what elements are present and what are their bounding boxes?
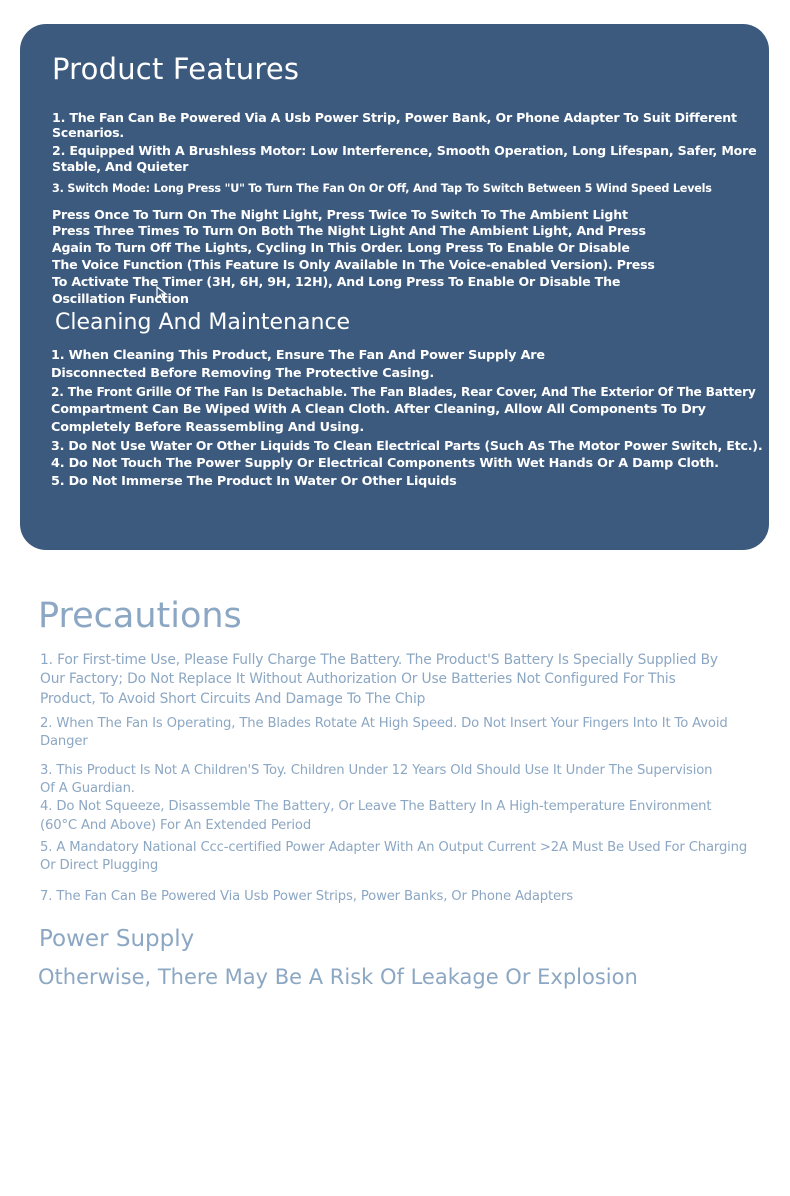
- cleaning-line: Compartment Can Be Wiped With A Clean Cloth. After Cleaning, Allow All Components To Dry: [51, 402, 706, 417]
- cleaning-line: 4. Do Not Touch The Power Supply Or Electrical Components With Wet Hands Or A Damp Cloth.: [51, 456, 719, 471]
- feature-line: 1. The Fan Can Be Powered Via A Usb Power Strip, Power Bank, Or Phone Adapter To Suit Different: [52, 110, 737, 125]
- feature-line: Oscillation Function: [52, 291, 189, 306]
- precaution-line: (60°C And Above) For An Extended Period: [40, 818, 312, 833]
- cleaning-line: Completely Before Reassembling And Using.: [51, 420, 364, 435]
- feature-line: The Voice Function (This Feature Is Only Available In The Voice-enabled Version). Press: [52, 257, 655, 272]
- precaution-line: 4. Do Not Squeeze, Disassemble The Battery, Or Leave The Battery In A High-temperature Environment: [40, 799, 712, 814]
- cursor-icon: [154, 285, 170, 301]
- precaution-line: 2. When The Fan Is Operating, The Blades Rotate At High Speed. Do Not Insert Your Fingers Into It To Avoid: [40, 716, 728, 731]
- feature-line: Stable, And Quieter: [52, 159, 189, 174]
- cleaning-line: 3. Do Not Use Water Or Other Liquids To Clean Electrical Parts (Such As The Motor Power Switch, Etc.).: [51, 438, 763, 453]
- feature-line: 2. Equipped With A Brushless Motor: Low Interference, Smooth Operation, Long Lifespan, Safer, More: [52, 143, 757, 158]
- feature-line: To Activate The Timer (3H, 6H, 9H, 12H), And Long Press To Enable Or Disable The: [52, 274, 621, 289]
- precautions-title: Precautions: [38, 596, 242, 636]
- precaution-line: Or Direct Plugging: [40, 858, 159, 873]
- cleaning-line: 2. The Front Grille Of The Fan Is Detachable. The Fan Blades, Rear Cover, And The Exterior Of The Battery: [51, 385, 756, 399]
- power-supply-note: Otherwise, There May Be A Risk Of Leakage Or Explosion: [38, 965, 638, 989]
- precaution-line: Danger: [40, 734, 88, 749]
- cleaning-line: Disconnected Before Removing The Protective Casing.: [51, 366, 435, 381]
- precaution-line: 3. This Product Is Not A Children'S Toy. Children Under 12 Years Old Should Use It Under The Supervision: [40, 763, 713, 778]
- precaution-line: 5. A Mandatory National Ccc-certified Power Adapter With An Output Current >2A Must Be Used For Charging: [40, 840, 748, 855]
- product-features-title: Product Features: [52, 52, 300, 86]
- precaution-line: Our Factory; Do Not Replace It Without Authorization Or Use Batteries Not Configured For This: [40, 671, 676, 687]
- precaution-line: Of A Guardian.: [40, 781, 135, 796]
- cleaning-line: 5. Do Not Immerse The Product In Water Or Other Liquids: [51, 474, 457, 489]
- precaution-line: 7. The Fan Can Be Powered Via Usb Power Strips, Power Banks, Or Phone Adapters: [40, 889, 573, 904]
- cleaning-line: 1. When Cleaning This Product, Ensure The Fan And Power Supply Are: [51, 348, 545, 363]
- cleaning-title: Cleaning And Maintenance: [55, 310, 351, 335]
- feature-line: Press Three Times To Turn On Both The Night Light And The Ambient Light, And Press: [52, 223, 646, 238]
- feature-line: Scenarios.: [52, 125, 125, 140]
- feature-line: Press Once To Turn On The Night Light, Press Twice To Switch To The Ambient Light: [52, 207, 628, 222]
- product-features-card: [20, 24, 769, 550]
- precaution-line: 1. For First-time Use, Please Fully Charge The Battery. The Product'S Battery Is Specially Supplied By: [40, 652, 718, 668]
- power-supply-title: Power Supply: [39, 926, 195, 952]
- feature-line: Again To Turn Off The Lights, Cycling In This Order. Long Press To Enable Or Disable: [52, 240, 630, 255]
- precaution-line: Product, To Avoid Short Circuits And Damage To The Chip: [40, 691, 426, 707]
- feature-line: 3. Switch Mode: Long Press "U" To Turn The Fan On Or Off, And Tap To Switch Between 5 Wind Speed Levels: [52, 182, 712, 195]
